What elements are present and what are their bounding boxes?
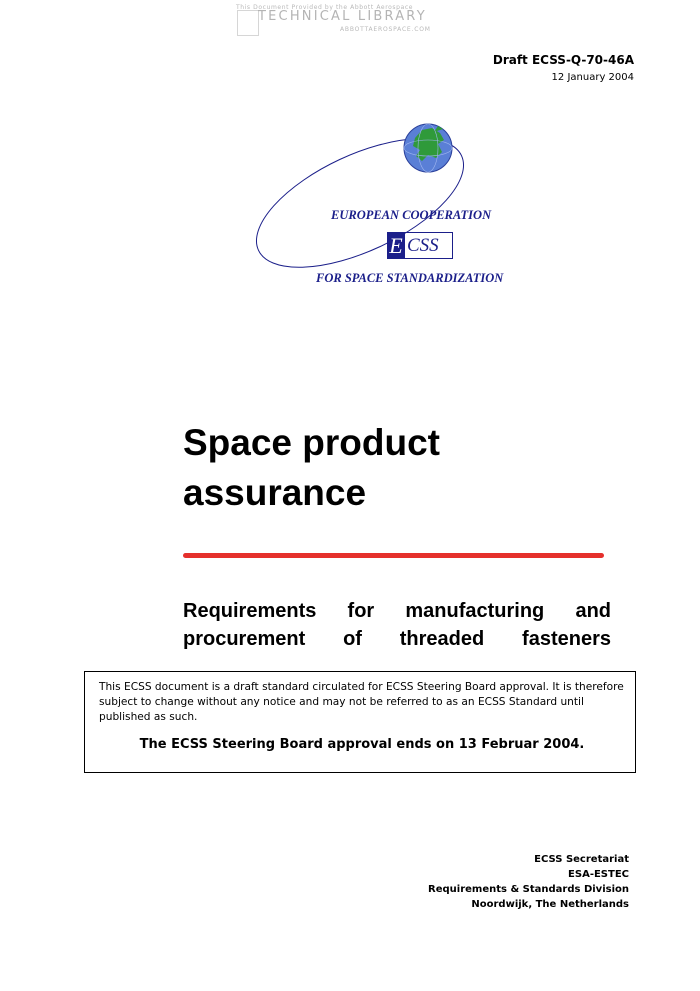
footer-line-2: ESA-ESTEC [568,869,629,880]
draft-notice-text: This ECSS document is a draft standard circulated for ECSS Steering Board approval. It is therefore subject to change without any notice and may not be referred to as an ECSS Standard until published as such. [99,681,624,723]
footer-line-3: Requirements & Standards Division [428,884,629,895]
watermark-provided-by: This Document Provided by the Abbott Aerospace [236,4,414,11]
subtitle-line-1: Requirements for manufacturing and [183,600,611,622]
secretariat-address [428,852,629,912]
watermark-url: ABBOTTAEROSPACE.COM [340,26,431,33]
logo-top-text: EUROPEAN COOPERATION [331,208,492,222]
title-line-2: assurance [183,472,367,513]
watermark-icon [237,10,259,36]
ecss-mark-letter: E [387,232,405,259]
document-title [183,418,623,518]
ecss-logo-graphic [250,108,480,288]
footer-line-4: Noordwijk, The Netherlands [471,899,629,910]
globe-icon [404,124,452,172]
title-divider [183,553,604,558]
ecss-logo-mark [387,232,453,259]
logo-bottom-text: FOR SPACE STANDARDIZATION [316,271,504,285]
watermark-library-title: TECHNICAL LIBRARY [258,9,427,24]
footer-line-1: ECSS Secretariat [534,854,629,865]
draft-notice-box [84,671,636,773]
title-line-1: Space product [183,422,440,463]
document-id: Draft ECSS-Q-70-46A [492,53,634,67]
document-date: 12 January 2004 [551,72,634,83]
subtitle-line-2: procurement of threaded fasteners [183,628,611,650]
approval-deadline-text: The ECSS Steering Board approval ends on 13 Februar 2004. [139,737,585,752]
document-subtitle [183,597,611,653]
ecss-mark-rest: CSS [407,235,439,256]
